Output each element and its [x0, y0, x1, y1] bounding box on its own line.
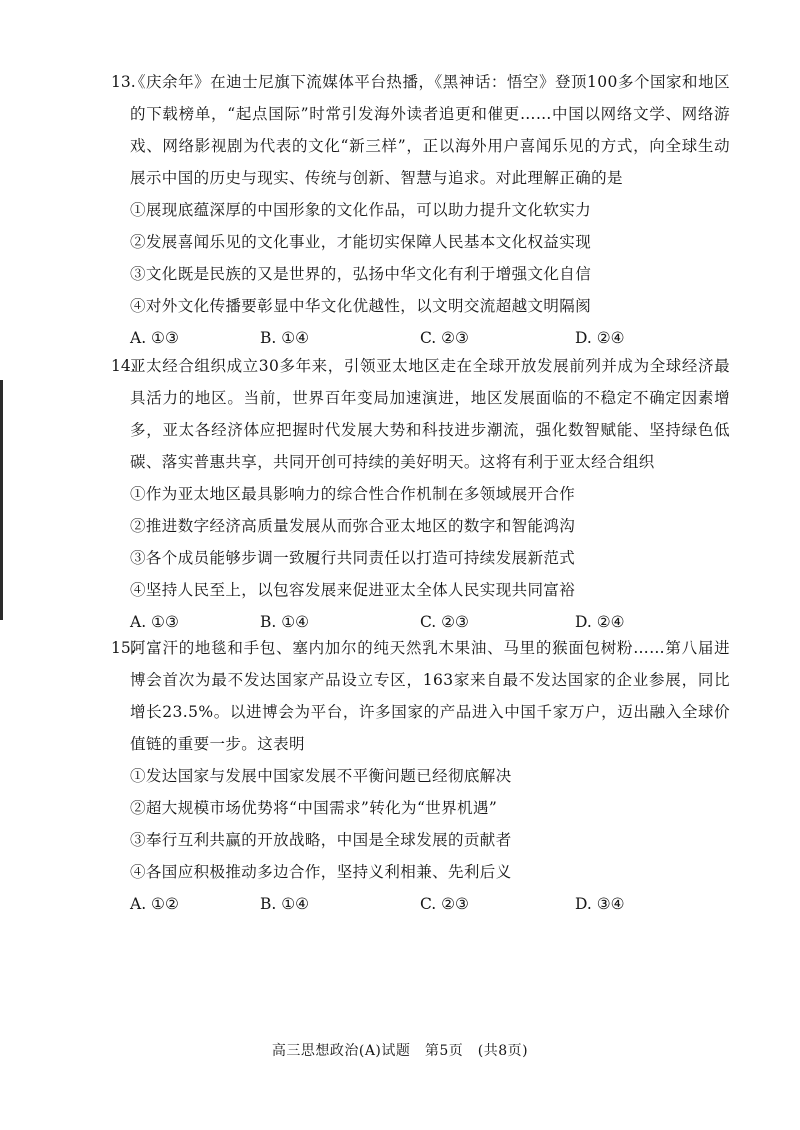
statement-item: ①展现底蕴深厚的中国形象的文化作品，可以助力提升文化软实力: [130, 201, 592, 219]
statement-item: ④坚持人民至上，以包容发展来促进亚太全体人民实现共同富裕: [130, 581, 576, 599]
choice-a: A. ①③: [130, 613, 179, 631]
choice-d: D. ③④: [575, 895, 625, 913]
choice-c: C. ②③: [420, 895, 469, 913]
statement-item: ①发达国家与发展中国家发展不平衡问题已经彻底解决: [130, 767, 512, 785]
statement-list: [130, 760, 730, 888]
question-stem: 亚太经合组织成立30多年来，引领亚太地区走在全球开放发展前列并成为全球经济最具活力的地区。当前，世界百年变局加速演进，地区发展面临的不稳定不确定因素增多，亚太各经济体应把握时代发展大势和科技进步潮流，强化数智赋能、坚持绿色低碳、落实普惠共享，共同开创可持续的美好明天。这将有利于亚太经合组织: [130, 357, 730, 471]
page-footer: 高三思想政治(A)试题 第5页 (共8页): [271, 1043, 529, 1059]
choice-a: A. ①③: [130, 329, 179, 347]
statement-list: [130, 478, 730, 606]
choice-a: A. ①②: [130, 895, 179, 913]
statement-item: ②推进数字经济高质量发展从而弥合亚太地区的数字和智能鸿沟: [130, 517, 576, 535]
choice-b: B. ①④: [260, 613, 310, 631]
statement-item: ①作为亚太地区最具影响力的综合性合作机制在多领域展开合作: [130, 485, 576, 503]
choice-d: D. ②④: [575, 329, 625, 347]
statement-item: ④对外文化传播要彰显中华文化优越性，以文明交流超越文明隔阂: [130, 297, 592, 315]
answer-choices: [130, 888, 730, 920]
statement-item: ③各个成员能够步调一致履行共同责任以打造可持续发展新范式: [130, 549, 576, 567]
question-14: [111, 350, 730, 638]
statement-item: ③文化既是民族的又是世界的，弘扬中华文化有利于增强文化自信: [130, 265, 592, 283]
choice-d: D. ②④: [575, 613, 625, 631]
question-number: 13.: [111, 73, 136, 91]
choice-c: C. ②③: [420, 613, 469, 631]
question-number: 14.: [111, 357, 136, 375]
question-stem: 《庆余年》在迪士尼旗下流媒体平台热播，《黑神话：悟空》登顶100多个国家和地区的下载榜单，“起点国际”时常引发海外读者追更和催更……中国以网络文学、网络游戏、网络影视剧为代表的文化“新三样”，正以海外用户喜闻乐见的方式，向全球生动展示中国的历史与现实、传统与创新、智慧与追求。对此理解正确的是: [130, 73, 730, 187]
statement-item: ②超大规模市场优势将“中国需求”转化为“世界机遇”: [130, 799, 498, 817]
choice-c: C. ②③: [420, 329, 469, 347]
question-stem: 阿富汗的地毯和手包、塞内加尔的纯天然乳木果油、马里的猴面包树粉……第八届进博会首次为最不发达国家产品设立专区，163家来自最不发达国家的企业参展，同比增长23.5%。以进博会为平台，许多国家的产品进入中国千家万户，迈出融入全球价值链的重要一步。这表明: [130, 639, 730, 753]
statement-item: ②发展喜闻乐见的文化事业，才能切实保障人民基本文化权益实现: [130, 233, 592, 251]
question-number: 15.: [111, 639, 136, 657]
statement-item: ④各国应积极推动多边合作，坚持义利相兼、先利后义: [130, 863, 512, 881]
statement-list: [130, 194, 730, 322]
question-13: [111, 66, 730, 354]
choice-b: B. ①④: [260, 329, 310, 347]
question-15: [111, 632, 730, 920]
statement-item: ③奉行互利共赢的开放战略，中国是全球发展的贡献者: [130, 831, 512, 849]
choice-b: B. ①④: [260, 895, 310, 913]
scan-edge-shadow: [0, 380, 3, 620]
